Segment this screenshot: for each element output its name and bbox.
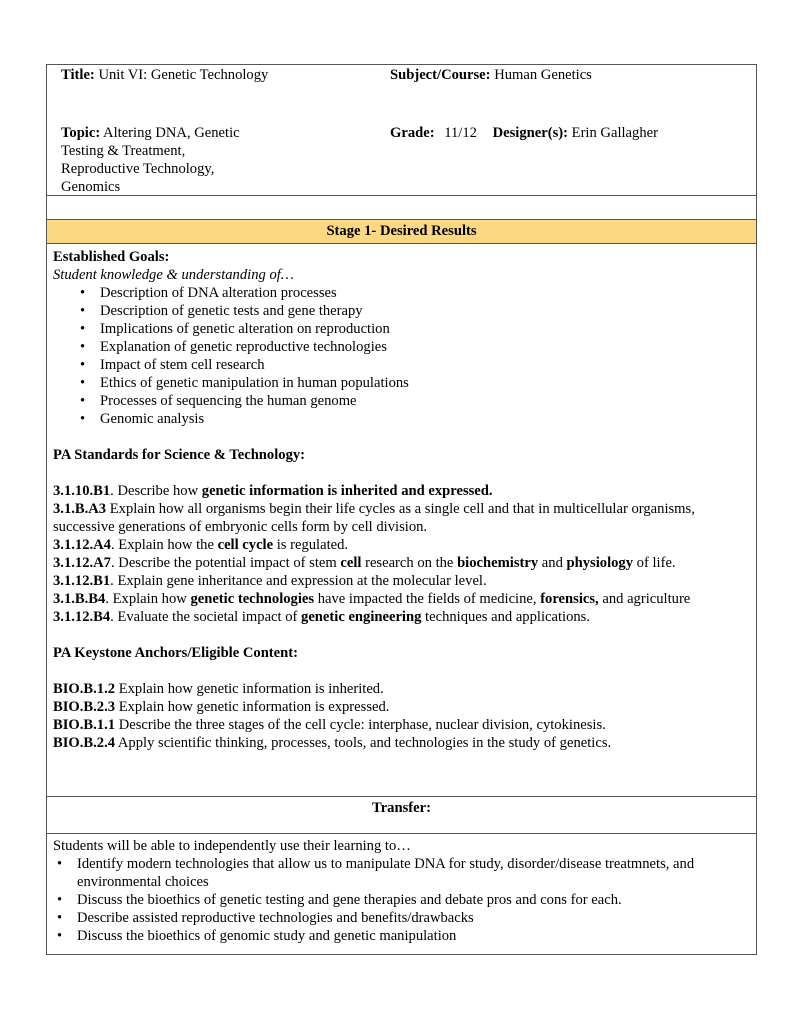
standard-text: have impacted the fields of medicine,: [314, 591, 541, 607]
goal-item: • Description of DNA alteration processes: [53, 284, 756, 302]
standard-keyword: genetic information is inherited and expressed.: [201, 483, 493, 499]
topic-field: [61, 124, 301, 196]
standard-text: . Describe the potential impact of stem: [110, 555, 341, 571]
goals-heading: Established Goals:: [53, 249, 170, 265]
standard-code: 3.1.12.A4: [53, 537, 111, 553]
grade-field: [390, 124, 658, 142]
topic-line: Altering DNA, Genetic: [103, 125, 240, 141]
grade-value: 11/12: [444, 125, 477, 141]
standard-text: of life.: [633, 555, 676, 571]
anchor-item: [53, 716, 756, 734]
anchor-code: BIO.B.1.1: [53, 717, 116, 733]
standard-text: research on the: [361, 555, 458, 571]
standards-list: [53, 482, 756, 626]
standard-item: [53, 482, 756, 500]
standard-text: . Explain gene inheritance and expression at the molecular level.: [110, 573, 487, 589]
standard-keyword: physiology: [566, 555, 634, 571]
standard-code: 3.1.B.B4: [53, 591, 106, 607]
topic-label: Topic:: [61, 125, 101, 141]
anchor-text: Apply scientific thinking, processes, tools, and technologies in the study of genetics.: [115, 735, 612, 751]
anchor-code: BIO.B.2.4: [53, 735, 116, 751]
subject-field: [390, 66, 592, 84]
goal-item: • Processes of sequencing the human genome: [53, 392, 756, 410]
standard-keyword: forensics,: [540, 591, 599, 607]
anchors-heading: PA Keystone Anchors/Eligible Content:: [53, 645, 298, 661]
standard-code: 3.1.12.B1: [53, 573, 111, 589]
transfer-item: • Describe assisted reproductive technologies and benefits/drawbacks: [53, 909, 756, 927]
topic-line: Reproductive Technology,: [61, 161, 215, 177]
standard-keyword: biochemistry: [457, 555, 539, 571]
standard-keyword: cell: [340, 555, 362, 571]
standard-code: 3.1.12.B4: [53, 609, 111, 625]
transfer-heading: Transfer:: [47, 797, 756, 834]
transfer-list: [53, 855, 756, 945]
goal-item: • Explanation of genetic reproductive technologies: [53, 338, 756, 356]
standard-code: 3.1.B.A3: [53, 501, 107, 517]
standard-text: and: [538, 555, 567, 571]
goal-item: • Genomic analysis: [53, 410, 756, 428]
transfer-item: • Identify modern technologies that allow us to manipulate DNA for study, disorder/disease treatmnets, and environmental choices: [53, 855, 756, 891]
standards-heading: PA Standards for Science & Technology:: [53, 447, 306, 463]
goal-item: • Impact of stem cell research: [53, 356, 756, 374]
transfer-content: [47, 834, 756, 954]
header-section: [47, 65, 756, 196]
anchor-item: [53, 680, 756, 698]
standard-text: is regulated.: [273, 537, 349, 553]
anchor-text: Explain how genetic information is expressed.: [115, 699, 390, 715]
standard-code: 3.1.10.B1: [53, 483, 111, 499]
standard-text: techniques and applications.: [421, 609, 590, 625]
standard-text: . Evaluate the societal impact of: [110, 609, 302, 625]
goal-item: • Implications of genetic alteration on reproduction: [53, 320, 756, 338]
standard-text: and agriculture: [598, 591, 691, 607]
subject-value: Human Genetics: [494, 67, 592, 83]
standard-item: [53, 572, 756, 590]
goal-item: • Description of genetic tests and gene therapy: [53, 302, 756, 320]
goals-list: [53, 284, 756, 428]
standard-text: . Describe how: [110, 483, 202, 499]
standard-keyword: cell cycle: [217, 537, 274, 553]
title-field: [61, 66, 268, 84]
standard-item: [53, 554, 756, 572]
transfer-item: • Discuss the bioethics of genetic testing and gene therapies and debate pros and cons for each.: [53, 891, 756, 909]
anchor-text: Explain how genetic information is inherited.: [115, 681, 384, 697]
stage1-content: [47, 244, 756, 797]
anchors-list: [53, 680, 756, 752]
title-value: Unit VI: Genetic Technology: [98, 67, 269, 83]
grade-label: Grade:: [390, 125, 435, 141]
anchor-item: [53, 698, 756, 716]
standard-keyword: genetic engineering: [301, 609, 422, 625]
unit-plan-document: [46, 64, 757, 955]
designer-label: Designer(s):: [492, 125, 568, 141]
transfer-intro: Students will be able to independently use their learning to…: [53, 838, 411, 854]
standard-item: [53, 590, 756, 608]
subject-label: Subject/Course:: [390, 67, 491, 83]
standard-keyword: genetic technologies: [190, 591, 315, 607]
topic-line: Testing & Treatment,: [61, 143, 186, 159]
stage1-heading: Stage 1- Desired Results: [47, 220, 756, 244]
standard-text: . Explain how the: [110, 537, 218, 553]
anchor-text: Describe the three stages of the cell cycle: interphase, nuclear division, cytokinesis.: [115, 717, 606, 733]
standard-text: . Explain how: [105, 591, 191, 607]
spacer-row: [47, 196, 756, 220]
anchor-item: [53, 734, 756, 752]
title-label: Title:: [61, 67, 95, 83]
transfer-item: • Discuss the bioethics of genomic study and genetic manipulation: [53, 927, 756, 945]
designer-value: Erin Gallagher: [571, 125, 658, 141]
anchor-code: BIO.B.1.2: [53, 681, 116, 697]
standard-item: [53, 608, 756, 626]
standard-text: Explain how all organisms begin their life cycles as a single cell and that in multicellular organisms, successive generations of embryonic cells form by cell division.: [53, 501, 695, 535]
standard-item: [53, 500, 756, 536]
topic-line: Genomics: [61, 179, 121, 195]
goal-item: • Ethics of genetic manipulation in human populations: [53, 374, 756, 392]
standard-code: 3.1.12.A7: [53, 555, 111, 571]
goals-intro: Student knowledge & understanding of…: [53, 267, 294, 283]
standard-item: [53, 536, 756, 554]
anchor-code: BIO.B.2.3: [53, 699, 116, 715]
